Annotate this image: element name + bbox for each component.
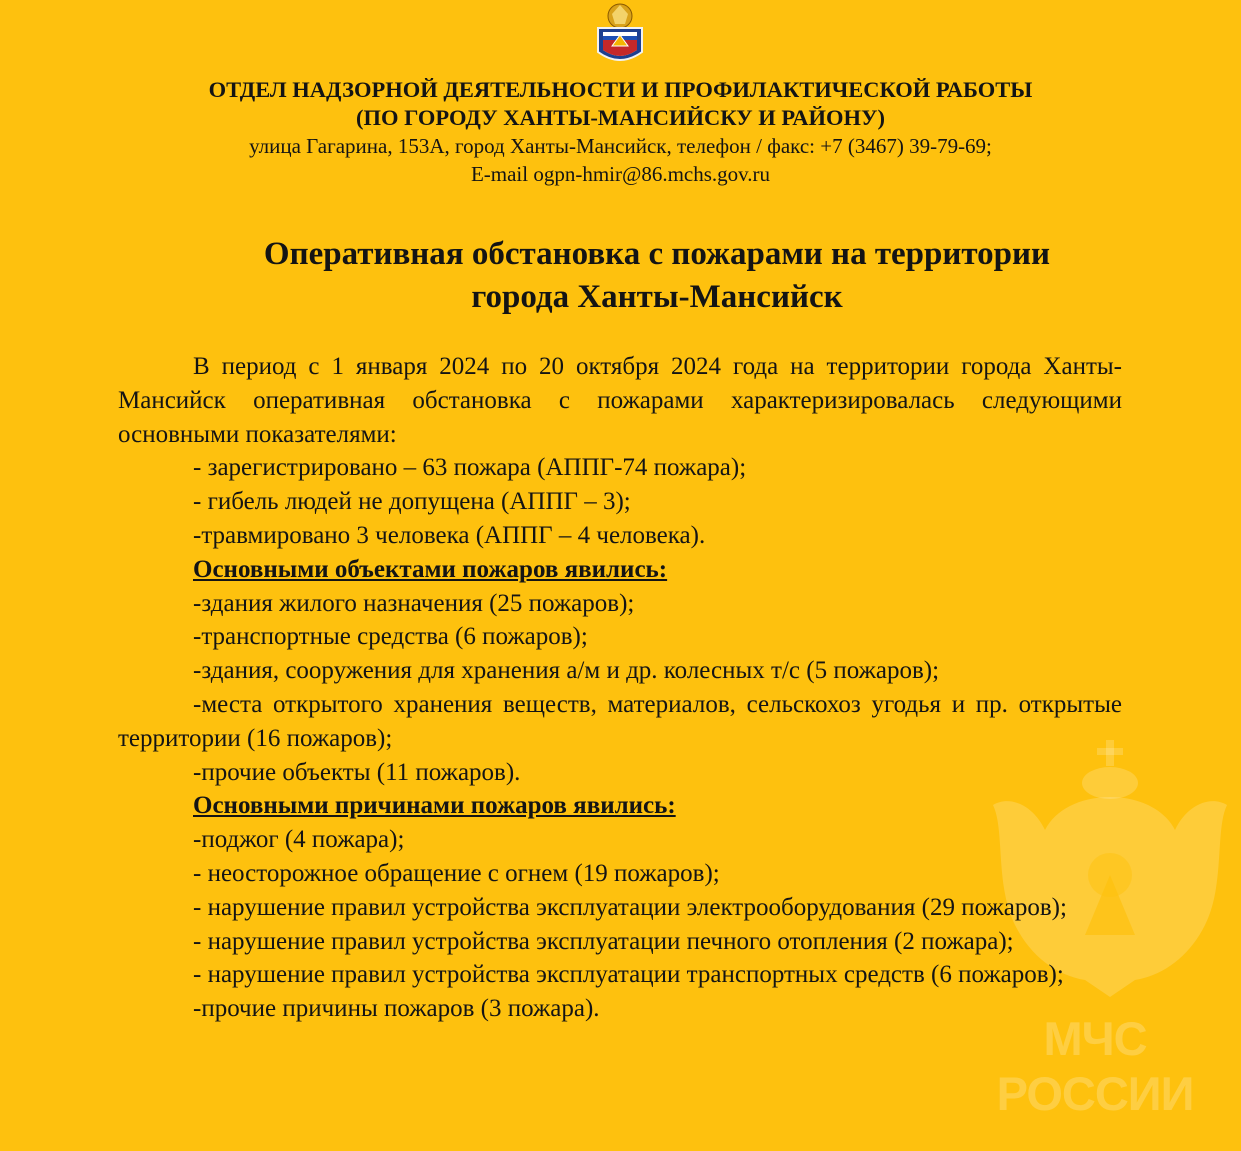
watermark-text: МЧС РОССИИ <box>996 1012 1194 1120</box>
cause-item: -прочие причины пожаров (3 пожара). <box>193 995 600 1023</box>
intro-paragraph: В период с 1 января 2024 по 20 октября 2024 года на территории города Ханты-Мансийск оперативная обстановка с пожарами характеризировалась следующими основными показателями: <box>118 353 1122 448</box>
object-item: -места открытого хранения веществ, материалов, сельскохоз угодья и пр. открытые территории (16 пожаров); <box>118 690 1122 752</box>
stat-item: - гибель людей не допущена (АППГ – 3); <box>193 488 631 516</box>
title-line-1: Оперативная обстановка с пожарами на территории <box>263 236 1051 272</box>
document-body <box>118 350 1122 1026</box>
object-item: -здания жилого назначения (25 пожаров); <box>193 589 635 617</box>
causes-heading: Основными причинами пожаров явились: <box>193 792 676 820</box>
mchs-emblem-icon <box>592 2 648 68</box>
header-address: улица Гагарина, 153А, город Ханты-Мансийск, телефон / факс: +7 (3467) 39-79-69; <box>249 134 992 158</box>
cause-item: -поджог (4 пожара); <box>193 826 405 854</box>
objects-heading: Основными объектами пожаров явились: <box>193 555 668 583</box>
object-item: -прочие объекты (11 пожаров). <box>193 758 521 786</box>
stat-item: - зарегистрировано – 63 пожара (АППГ-74 пожара); <box>193 454 747 482</box>
page-title <box>160 233 1154 319</box>
header-line-2: (ПО ГОРОДУ ХАНТЫ-МАНСИЙСКУ И РАЙОНУ) <box>355 105 886 130</box>
object-item: -транспортные средства (6 пожаров); <box>193 623 588 651</box>
cause-item: - нарушение правил устройства эксплуатации электрооборудования (29 пожаров); <box>193 893 1067 921</box>
cause-item: - нарушение правил устройства эксплуатации транспортных средств (6 пожаров); <box>193 961 1064 989</box>
header-email: E-mail ogpn-hmir@86.mchs.gov.ru <box>470 162 771 186</box>
stat-item: -травмировано 3 человека (АППГ – 4 человека). <box>193 521 706 549</box>
title-line-2: города Ханты-Мансийск <box>471 279 843 315</box>
object-item: -здания, сооружения для хранения а/м и др. колесных т/с (5 пожаров); <box>193 657 940 685</box>
header-line-1: ОТДЕЛ НАДЗОРНОЙ ДЕЯТЕЛЬНОСТИ И ПРОФИЛАКТИЧЕСКОЙ РАБОТЫ <box>208 77 1033 102</box>
organization-header <box>0 76 1241 188</box>
cause-item: - неосторожное обращение с огнем (19 пожаров); <box>193 859 720 887</box>
cause-item: - нарушение правил устройства эксплуатации печного отопления (2 пожара); <box>193 927 1014 955</box>
